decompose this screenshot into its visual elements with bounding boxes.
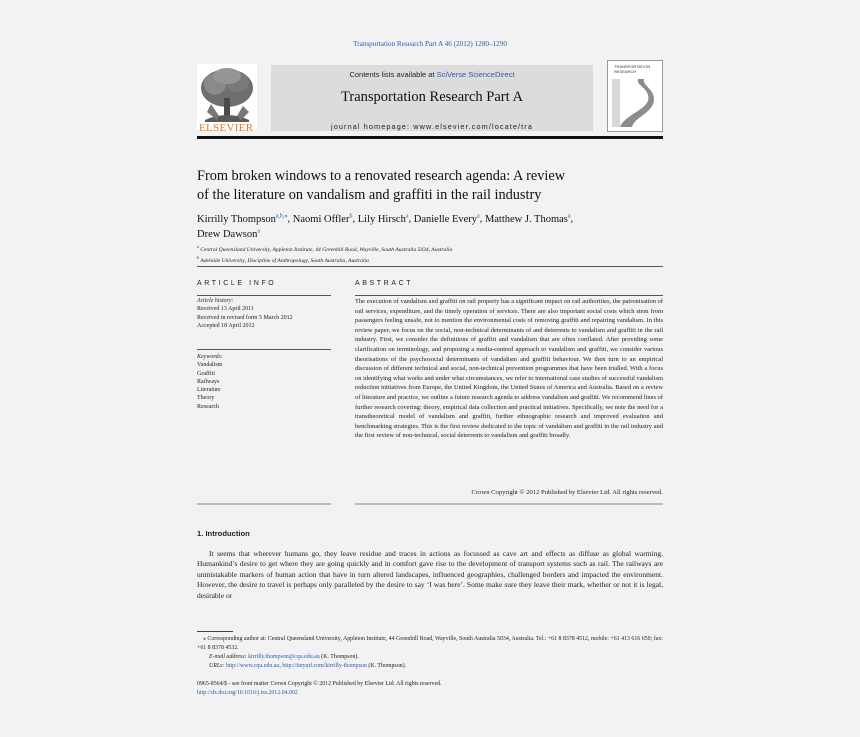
publication-notes (197, 680, 663, 698)
author[interactable]: Naomi Offler$^b$ (292, 213, 353, 225)
abstract-end-divider (355, 503, 663, 505)
email-link[interactable]: kirrilly.thompson@cqu.edu.au (248, 654, 320, 660)
doi-link[interactable]: http://dx.doi.org/10.1016/j.tra.2012.04.002 (197, 690, 298, 696)
journal-reference[interactable]: Transportation Research Part A 46 (2012) 1280–1290 (353, 40, 507, 48)
author[interactable]: Lily Hirsch$^a$ (357, 213, 409, 225)
keyword: Graffiti (197, 370, 215, 377)
corresponding-author-note: ⁎ Corresponding author at: Central Queensland University, Appleton Institute, 44 Greenhill Road, Wayville, South Australia 5034, Australia. Tel.: +61 8 8378 4512, mobile: +61 413 616 650; fax: +61 8 8378 4532. (197, 636, 663, 651)
affiliations (197, 243, 663, 265)
issn-line: 0965-8564/$ - see front matter Crown Copyright © 2012 Published by Elsevier Ltd. All rights reserved. (197, 681, 442, 687)
introduction-heading: 1. Introduction (197, 529, 250, 538)
cover-road-graphic (608, 61, 662, 131)
author[interactable]: Danielle Every$^a$ (413, 213, 480, 225)
paper-title (197, 167, 663, 205)
paper-title-line-2: of the literature on vandalism and graffiti in the rail industry (197, 187, 542, 203)
elsevier-wordmark: ELSEVIER (199, 122, 254, 134)
author[interactable]: Drew Dawson$^a$ (197, 228, 261, 240)
history-entry: Received in revised form 5 March 2012 (197, 314, 293, 321)
abstract-text: The execution of vandalism and graffiti on rail property has a significant impact on rail authorities, the patronisation of rail services, expenditure, and the timely operation of services. There are also important social costs which stem from passengers feeling unsafe, not to mention the environmental costs of removing graffiti and repairing vandalism. In this review paper, we focus on the social, non-technical determinants of and deterrents to vandalism and graffiti in the rail industry. First, we consider the definitions of graffiti and vandalism that are often conflated. After providing some clarification on terminology, and proposing a media-centred approach to vandalism and graffiti, we consider various theorisations of the psychosocial determinants of vandalism and graffiti behaviour. We then turn to an empirical discussion of different technical and social, non-technical prevention programmes that have been trialled. With a focus on identifying what works and under what circumstances, we refer to international case studies of successful vandalism reduction initiatives from Europe, the United Kingdom, the United States of America and Australia. Based on a review of literature and practice, we outline a future research agenda to address vandalism and graffiti. We recommend lines of further research covering: theory, empirical data collection and practical initiatives. Specifically, we note the need for a transtheoretical model of vandalism and graffiti, further ethnographic research and improved evaluation and benchmarking strategies. This is the first review dedicated to the topic of vandalism and graffiti in the rail industry and the first review of non-technical, social deterrents to vandalism and graffiti broadly. (355, 298, 663, 440)
urls-note: URLs: http://www.cqu.edu.au, http://tinyurl.com/kirrilly-thompson (K. Thompson). (209, 663, 407, 669)
elsevier-tree-logo (197, 64, 257, 130)
abstract-end-divider (197, 503, 331, 505)
header-divider (197, 136, 663, 139)
affiliation-divider (197, 266, 663, 267)
footnote-divider (197, 631, 233, 632)
keyword: Theory (197, 395, 215, 402)
author[interactable]: Kirrilly Thompson$^{a,b,⁎}$ (197, 213, 288, 225)
article-info-divider (197, 295, 331, 296)
journal-banner (271, 65, 593, 131)
article-history (197, 297, 331, 330)
keywords-divider (197, 349, 331, 350)
abstract-copyright: Crown Copyright © 2012 Published by Elsevier Ltd. All rights reserved. (471, 489, 663, 496)
history-entry: Received 13 April 2011 (197, 306, 254, 313)
paper-title-line-1: From broken windows to a renovated research agenda: A review (197, 168, 566, 184)
journal-header (197, 60, 663, 170)
keyword: Railways (197, 378, 220, 385)
journal-title: Transportation Research Part A (341, 89, 523, 105)
urls-label: URLs: (209, 663, 225, 669)
affiliation: $^b$ Adelaide University, Discipline of Anthropology, South Australia, Australia (197, 254, 369, 264)
contents-line (271, 70, 593, 79)
keywords (197, 353, 331, 411)
url-link[interactable]: http://tinyurl.com/kirrilly-thompson (282, 663, 367, 669)
journal-cover-thumbnail (607, 60, 663, 132)
email-label: E-mail address: (209, 654, 247, 660)
article-info-label: ARTICLE INFO (197, 280, 277, 287)
journal-homepage[interactable]: journal homepage: www.elsevier.com/locate/tra (331, 122, 533, 131)
cover-title: TRANSPORTATION RESEARCH (614, 64, 651, 74)
introduction-body: It seems that wherever humans go, they leave residue and traces in actions as focussed as cave art and effects as diffuse as global warming. Humankind’s desire to get where they are going quickly and in comfort gave rise to the development of transport systems such as rail. The railways are unmistakable markers of human action that have in turn altered landscapes, influenced geographies, challenged borders and impacted the environment. However, the desire to travel is perhaps only paralleled by the desire to say ‘I was here’. Some make sure they leave their mark, whether or not it is legal, desirable or (197, 549, 663, 600)
email-note: E-mail address: kirrilly.thompson@cqu.edu.au (K. Thompson). (209, 654, 359, 660)
footnotes (197, 635, 663, 671)
sciencedirect-link[interactable]: SciVerse ScienceDirect (436, 70, 515, 79)
author[interactable]: Matthew J. Thomas$^a$ (484, 213, 571, 225)
keyword: Research (197, 403, 219, 410)
article-history-heading: Article history: (197, 298, 234, 304)
history-entry: Accepted 18 April 2012 (197, 322, 255, 329)
keyword: Vandalism (197, 362, 223, 369)
paper-page (197, 40, 663, 705)
contents-prefix: Contents lists available at (349, 70, 437, 79)
keywords-heading: Keywords: (197, 354, 223, 360)
abstract-label: ABSTRACT (355, 280, 414, 287)
url-link[interactable]: http://www.cqu.edu.au (225, 663, 280, 669)
affiliation: $^a$ Central Queensland University, Appleton Institute, 44 Greenhill Road, Wayville, South Australia 5034, Australia (197, 244, 453, 253)
abstract-divider (355, 295, 663, 296)
keyword: Literature (197, 387, 221, 394)
author-list: Kirrilly Thompson$^{a,b,⁎}$, Naomi Offler$^b$, Lily Hirsch$^a$, Danielle Every$^a$, Matthew J. Thomas$^a$, Drew Dawson$^a$ (197, 213, 574, 240)
